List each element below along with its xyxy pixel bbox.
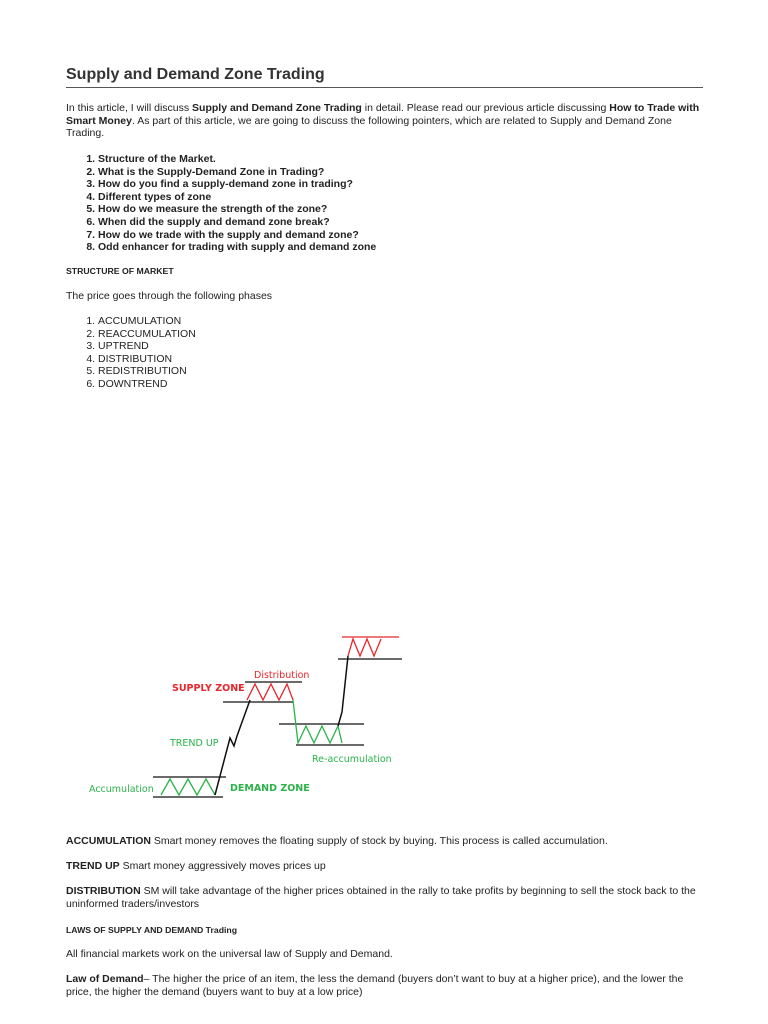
law-of-demand-paragraph: [66, 973, 703, 998]
section-heading-structure: STRUCTURE OF MARKET: [66, 266, 174, 276]
intro-bold-topic: Supply and Demand Zone Trading: [192, 102, 362, 114]
definition-distribution: SM will take advantage of the higher prices obtained in the rally to take profits by beginning to sell the stock back to the uninformed traders/investors: [66, 885, 696, 910]
list-item: 2. What is the Supply-Demand Zone in Trading?: [98, 166, 376, 179]
term-trend-up: TREND UP: [66, 860, 120, 872]
supply-demand-diagram: [80, 628, 420, 803]
distribution-label: Distribution: [254, 670, 310, 681]
accumulation-paragraph: [66, 835, 703, 848]
list-item: 2. REACCUMULATION: [98, 328, 196, 341]
previous-article-link[interactable]: How to Trade with Smart Money: [66, 102, 700, 127]
accumulation-zigzag: [161, 779, 215, 795]
pointers-list: [66, 153, 376, 254]
list-item: 6. When did the supply and demand zone break?: [98, 216, 376, 229]
distribution-zigzag: [247, 684, 293, 700]
term-accumulation: ACCUMULATION: [66, 835, 151, 847]
distribution-paragraph: [66, 885, 703, 910]
list-item: 1. ACCUMULATION: [98, 315, 196, 328]
laws-intro: All financial markets work on the universal law of Supply and Demand.: [66, 948, 393, 960]
list-item: 4. Different types of zone: [98, 191, 376, 204]
intro-paragraph: [66, 102, 703, 140]
list-item: 7. How do we trade with the supply and demand zone?: [98, 229, 376, 242]
intro-text-2: in detail. Please read our previous article discussing: [361, 102, 610, 114]
demand-zone-label: DEMAND ZONE: [230, 783, 310, 794]
reaccumulation-zigzag: [293, 700, 342, 743]
list-item: 8. Odd enhancer for trading with supply and demand zone: [98, 241, 376, 254]
top-zone-zigzag: [348, 639, 381, 656]
trend-up-paragraph: [66, 860, 703, 873]
phases-list: [66, 315, 196, 391]
list-item: 6. DOWNTREND: [98, 378, 196, 391]
definition-law-of-demand: – The higher the price of an item, the less the demand (buyers don’t want to buy at a higher price), and the lower the price, the higher the demand (buyers want to buy at a low price): [66, 973, 684, 998]
intro-text-1: In this article, I will discuss: [66, 102, 193, 114]
second-trend-up-line: [338, 656, 348, 726]
section-heading-laws: LAWS OF SUPPLY AND DEMAND Trading: [66, 925, 238, 935]
list-item: 3. How do you find a supply-demand zone in trading?: [98, 178, 376, 191]
list-item: 3. UPTREND: [98, 340, 196, 353]
phases-intro: The price goes through the following phases: [66, 290, 273, 302]
list-item: 5. REDISTRIBUTION: [98, 365, 196, 378]
list-item: 1. Structure of the Market.: [98, 153, 376, 166]
accumulation-label: Accumulation: [89, 784, 154, 795]
definition-trend-up: Smart money aggressively moves prices up: [119, 860, 326, 872]
supply-zone-label: SUPPLY ZONE: [172, 683, 245, 694]
term-distribution: DISTRIBUTION: [66, 885, 141, 897]
list-item: 5. How do we measure the strength of the zone?: [98, 203, 376, 216]
intro-text-3: . As part of this article, we are going to discuss the following pointers, which are related to Supply and Demand Zone Trading.: [66, 114, 672, 140]
list-item: 4. DISTRIBUTION: [98, 353, 196, 366]
page-title: Supply and Demand Zone Trading: [66, 66, 703, 88]
trend-up-label: TREND UP: [170, 738, 219, 749]
term-law-of-demand: Law of Demand: [66, 973, 144, 985]
trend-up-line: [215, 700, 250, 795]
reaccumulation-label: Re-accumulation: [312, 754, 392, 765]
definition-accumulation: Smart money removes the floating supply of stock by buying. This process is called accumulation.: [150, 835, 608, 847]
